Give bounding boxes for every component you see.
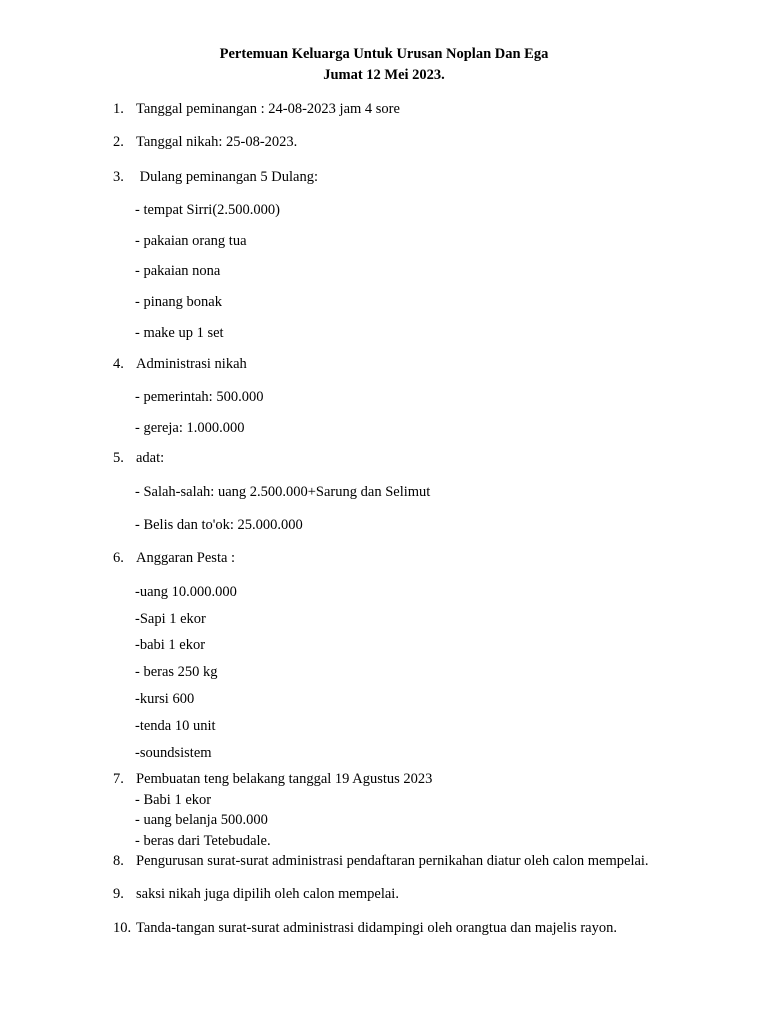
item-number: 4. [113, 356, 124, 372]
sub-item: - pinang bonak [135, 294, 222, 310]
item-text: Pembuatan teng belakang tanggal 19 Agustus 2023 [136, 771, 433, 787]
sub-item: - pakaian nona [135, 263, 221, 279]
sub-item: - Belis dan to'ok: 25.000.000 [135, 517, 303, 533]
sub-item: -kursi 600 [135, 691, 195, 707]
sub-item: -Sapi 1 ekor [135, 611, 206, 627]
sub-item: - Salah-salah: uang 2.500.000+Sarung dan Selimut [135, 484, 431, 500]
item-text: Tanggal peminangan : 24-08-2023 jam 4 sore [136, 101, 400, 117]
item-number: 2. [113, 134, 124, 150]
sub-item: -babi 1 ekor [135, 637, 206, 653]
sub-item: - beras dari Tetebudale. [135, 833, 271, 849]
item-number: 3. [113, 169, 124, 185]
item-number: 5. [113, 450, 124, 466]
item-text: Dulang peminangan 5 Dulang: [136, 169, 319, 185]
item-text: Tanda-tangan surat-surat administrasi didampingi oleh orangtua dan majelis rayon. [136, 920, 617, 936]
document-date: Jumat 12 Mei 2023. [323, 67, 445, 83]
sub-item: - Babi 1 ekor [135, 792, 212, 808]
sub-item: - gereja: 1.000.000 [135, 420, 245, 436]
sub-item: - tempat Sirri(2.500.000) [135, 202, 280, 218]
item-text: Administrasi nikah [136, 356, 247, 372]
item-number: 7. [113, 771, 124, 787]
item-number: 1. [113, 101, 124, 117]
sub-item: - beras 250 kg [135, 664, 218, 680]
item-text: Pengurusan surat-surat administrasi pendaftaran pernikahan diatur oleh calon mempelai. [136, 853, 649, 869]
item-text: adat: [136, 450, 165, 466]
sub-item: -soundsistem [135, 745, 212, 761]
sub-item: - uang belanja 500.000 [135, 812, 268, 828]
sub-item: -tenda 10 unit [135, 718, 216, 734]
document-title: Pertemuan Keluarga Untuk Urusan Noplan Dan Ega [219, 46, 549, 62]
item-number: 9. [113, 886, 124, 902]
item-text: saksi nikah juga dipilih oleh calon mempelai. [136, 886, 399, 902]
item-text: Tanggal nikah: 25-08-2023. [136, 134, 298, 150]
item-number: 8. [113, 853, 124, 869]
sub-item: -uang 10.000.000 [135, 584, 237, 600]
sub-item: - pakaian orang tua [135, 233, 247, 249]
sub-item: - pemerintah: 500.000 [135, 389, 264, 405]
item-number: 6. [113, 550, 124, 566]
sub-item: - make up 1 set [135, 325, 224, 341]
item-number: 10. [113, 920, 132, 936]
item-text: Anggaran Pesta : [136, 550, 236, 566]
